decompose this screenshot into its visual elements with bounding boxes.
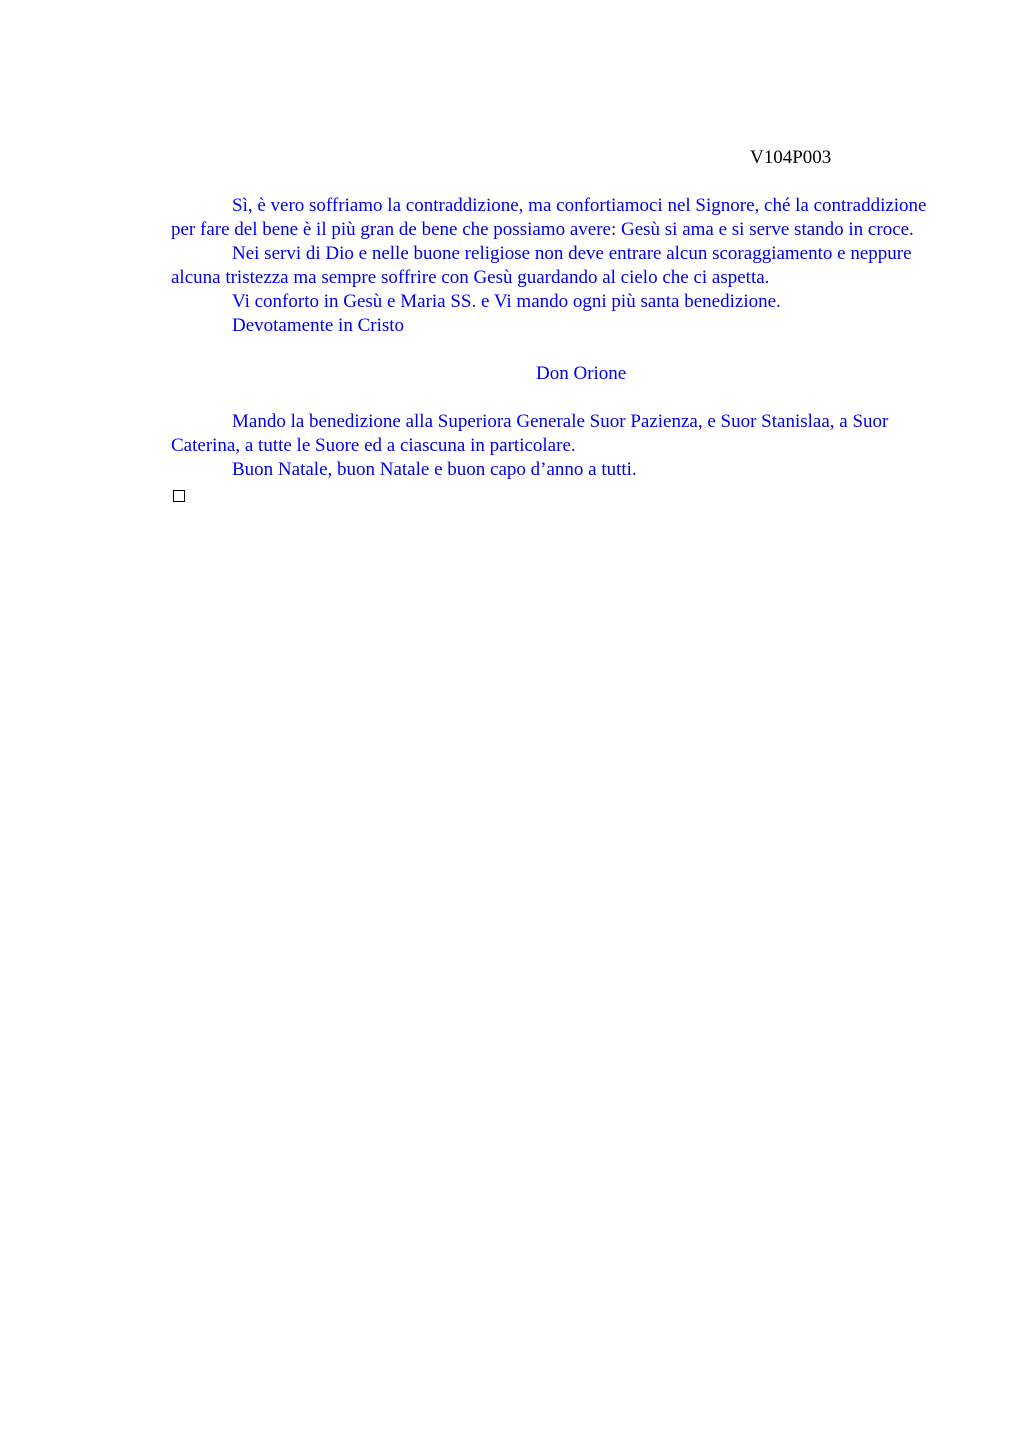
closing-line: Devotamente in Cristo (232, 315, 405, 336)
page-id: V104P003 (750, 147, 832, 168)
square-marker-icon (173, 490, 185, 502)
letter-body (171, 194, 931, 509)
paragraph-3: Vi conforto in Gesù e Maria SS. e Vi mando ogni più santa benedizione. (232, 291, 781, 312)
paragraph-2: Nei servi di Dio e nelle buone religiose non deve entrare alcun scoraggiamento e neppure alcuna tristezza ma sempre soffrire con Gesù guardando al cielo che ci aspetta. (171, 243, 912, 288)
spacer (171, 338, 931, 362)
signature: Don Orione (536, 363, 627, 384)
spacer (171, 386, 931, 410)
postscript-1: Mando la benedizione alla Superiora Generale Suor Pazienza, e Suor Stanislaa, a Suor Caterina, a tutte le Suore ed a ciascuna in particolare. (171, 411, 889, 456)
paragraph-1: Sì, è vero soffriamo la contraddizione, ma confortiamoci nel Signore, ché la contraddizione per fare del bene è il più gran de bene che possiamo avere: Gesù si ama e si serve stando in croce. (171, 195, 927, 240)
postscript-2: Buon Natale, buon Natale e buon capo d’anno a tutti. (232, 459, 637, 480)
